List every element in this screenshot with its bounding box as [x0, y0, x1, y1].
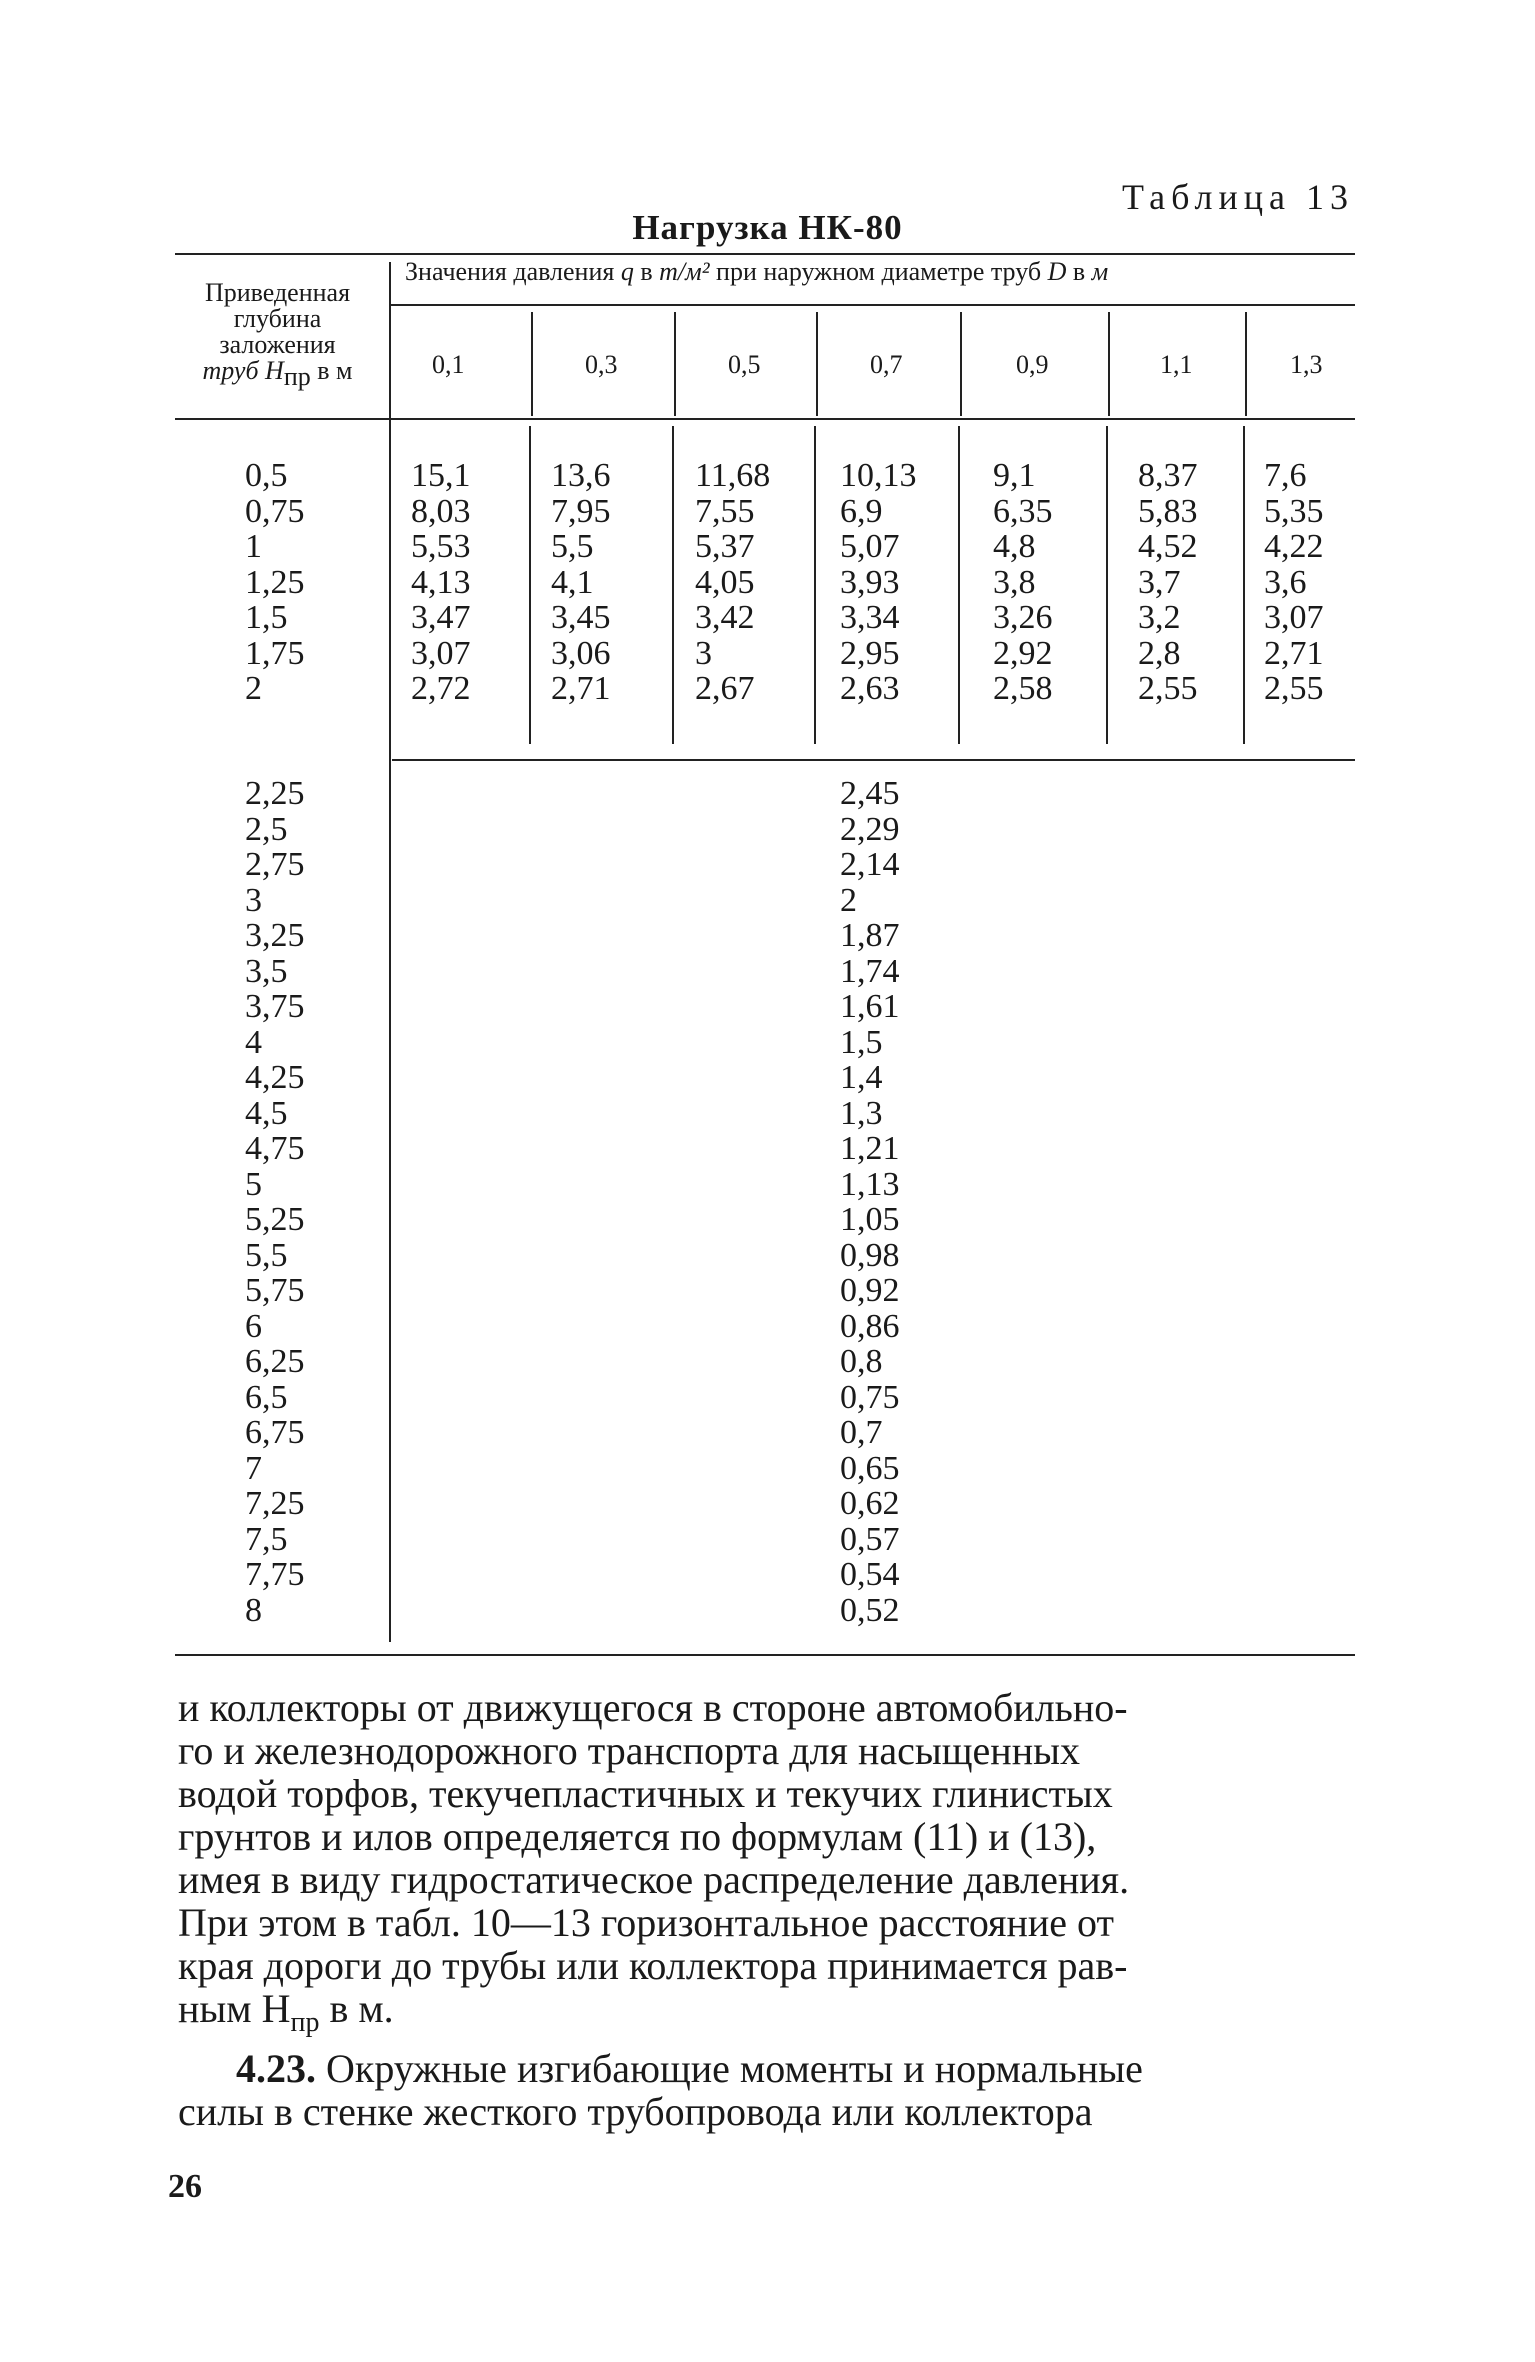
depth-cell: 4,5	[245, 1094, 288, 1132]
depth-cell: 6,5	[245, 1378, 288, 1416]
depth-cell: 1,75	[245, 634, 305, 672]
value-cell: 3	[695, 634, 712, 672]
value-cell: 8,03	[411, 492, 471, 530]
depth-column-header	[175, 280, 380, 390]
depth-cell: 5,5	[245, 1236, 288, 1274]
depth-cell: 3,25	[245, 917, 305, 954]
depth-cell: 1,25	[245, 563, 305, 601]
value-cell: 13,6	[551, 457, 611, 494]
value-cell: 0,86	[840, 1307, 900, 1345]
value-cell: 5,37	[695, 528, 755, 565]
pressure-header-part: в	[633, 257, 660, 286]
depth-cell: 5,75	[245, 1272, 305, 1309]
paragraph-line	[178, 2047, 1348, 2090]
depth-cell: 6,25	[245, 1343, 305, 1380]
paragraph-last-end: в м.	[319, 1986, 394, 2031]
value-cell: 5,07	[840, 528, 900, 565]
col-rule-6	[1245, 312, 1247, 416]
pressure-header-q: q	[620, 257, 634, 286]
value-cell: 3,42	[695, 599, 755, 636]
value-cell: 2,72	[411, 670, 471, 707]
data-col-rule-6	[1243, 426, 1245, 744]
value-cell: 2,8	[1138, 634, 1181, 672]
depth-cell: 8	[245, 1591, 262, 1629]
depth-header-line-2: глубина	[233, 304, 322, 333]
body-paragraph	[178, 1686, 1348, 2044]
value-cell: 2,71	[1264, 634, 1324, 672]
value-cell: 6,9	[840, 492, 883, 530]
value-cell: 3,34	[840, 599, 900, 636]
value-cell: 2,63	[840, 670, 900, 707]
paragraph-line: силы в стенке жесткого трубопровода или коллектора	[178, 2089, 1093, 2134]
pressure-header	[405, 257, 1355, 287]
value-cell: 9,1	[993, 457, 1036, 494]
value-cell: 4,13	[411, 563, 471, 601]
value-cell: 0,57	[840, 1520, 900, 1558]
values-d-0-9	[993, 458, 1053, 707]
value-cell: 11,68	[695, 457, 771, 494]
pressure-header-unit: т/м²	[659, 257, 710, 286]
value-cell: 1,87	[840, 917, 900, 954]
depth-cell: 2,5	[245, 810, 288, 848]
depth-cell: 7,25	[245, 1485, 305, 1522]
depth-cell: 4	[245, 1023, 262, 1061]
header-bottom-rule	[175, 418, 1355, 420]
depth-cell: 3,75	[245, 988, 305, 1025]
value-cell: 4,1	[551, 563, 594, 601]
paragraph-last-part: ным H	[178, 1986, 291, 2031]
value-cell: 0,54	[840, 1556, 900, 1593]
value-cell: 5,83	[1138, 492, 1198, 530]
depth-header-line-4	[175, 358, 380, 390]
depth-cell: 3,5	[245, 952, 288, 990]
value-cell: 2,67	[695, 670, 755, 707]
pressure-header-d: D	[1047, 257, 1067, 286]
depth-cell: 3	[245, 881, 262, 919]
depth-header-unit: в м	[317, 356, 353, 385]
value-cell: 5,5	[551, 528, 594, 565]
pressure-header-part: Значения давления	[405, 257, 621, 286]
value-cell: 5,53	[411, 528, 471, 565]
diameter-0-7: 0,7	[870, 350, 903, 379]
value-cell: 10,13	[840, 457, 917, 494]
value-cell: 3,7	[1138, 563, 1181, 601]
value-cell: 0,75	[840, 1378, 900, 1416]
value-cell: 4,05	[695, 563, 755, 601]
values-d-0-3	[551, 458, 611, 707]
value-cell: 3,07	[1264, 599, 1324, 636]
depth-cell: 7	[245, 1449, 262, 1487]
section-paragraph	[178, 2047, 1348, 2133]
value-cell: 2,29	[840, 810, 900, 848]
depth-cell: 2,75	[245, 846, 305, 883]
depth-cell: 0,75	[245, 492, 305, 530]
value-cell: 0,8	[840, 1343, 883, 1380]
paragraph-line: края дороги до трубы или коллектора принимается рав-	[178, 1943, 1128, 1988]
depth-header-line-1: Приведенная	[204, 278, 351, 307]
page-number: 26	[168, 2168, 202, 2205]
value-cell: 2	[840, 881, 857, 919]
value-cell: 4,22	[1264, 528, 1324, 565]
depth-cell: 7,75	[245, 1556, 305, 1593]
table-caption: Таблица 13	[1122, 177, 1354, 217]
col-rule-2	[674, 312, 676, 416]
value-cell: 3,07	[411, 634, 471, 672]
data-col-rule-3	[814, 426, 816, 744]
depth-cell: 6	[245, 1307, 262, 1345]
value-cell: 3,2	[1138, 599, 1181, 636]
pressure-header-m: м	[1091, 257, 1109, 286]
depth-header-subscript: пр	[283, 362, 311, 392]
value-cell: 0,7	[840, 1414, 883, 1451]
values-d-0-1	[411, 458, 471, 707]
value-cell: 5,35	[1264, 492, 1324, 530]
paragraph-line: грунтов и илов определяется по формулам (11) и (13),	[178, 1814, 1097, 1859]
lower-depth-column	[245, 776, 305, 1628]
upper-block-bottom-rule	[392, 759, 1355, 761]
diameter-0-5: 0,5	[728, 350, 761, 379]
col-rule-5	[1108, 312, 1110, 416]
paragraph-line: имея в виду гидростатическое распределение давления.	[178, 1857, 1130, 1902]
pressure-header-part: в	[1066, 257, 1092, 286]
value-cell: 2,58	[993, 670, 1053, 707]
pressure-header-part: при наружном диаметре труб	[709, 257, 1048, 286]
depth-cell: 6,75	[245, 1414, 305, 1451]
upper-depth-column	[245, 458, 305, 707]
value-cell: 1,74	[840, 952, 900, 990]
paragraph-subscript: пр	[290, 2007, 320, 2038]
value-cell: 2,55	[1264, 670, 1324, 707]
depth-cell: 1,5	[245, 599, 288, 636]
depth-cell: 0,5	[245, 457, 288, 494]
values-d-0-7	[840, 458, 917, 707]
value-cell: 3,8	[993, 563, 1036, 601]
value-cell: 0,52	[840, 1591, 900, 1629]
paragraph-line: водой торфов, текучепластичных и текучих глинистых	[178, 1771, 1113, 1816]
value-cell: 1,3	[840, 1094, 883, 1132]
value-cell: 1,4	[840, 1059, 883, 1096]
value-cell: 6,35	[993, 492, 1053, 530]
col-rule-1	[531, 312, 533, 416]
depth-cell: 1	[245, 528, 262, 565]
value-cell: 1,61	[840, 988, 900, 1025]
depth-cell: 4,75	[245, 1130, 305, 1167]
diameter-0-3: 0,3	[585, 350, 618, 379]
diameter-0-1: 0,1	[432, 350, 465, 379]
value-cell: 0,92	[840, 1272, 900, 1309]
col-rule-4	[960, 312, 962, 416]
depth-header-symbol: труб H	[202, 356, 284, 385]
value-cell: 3,93	[840, 563, 900, 601]
value-cell: 4,52	[1138, 528, 1198, 565]
value-cell: 2,14	[840, 846, 900, 883]
diameter-1-3: 1,3	[1290, 350, 1323, 379]
value-cell: 15,1	[411, 457, 471, 494]
value-cell: 4,8	[993, 528, 1036, 565]
table-top-rule	[175, 253, 1355, 255]
lower-value-column	[840, 776, 900, 1628]
paragraph-line	[178, 1987, 1348, 2044]
depth-cell: 2	[245, 670, 262, 707]
value-cell: 0,62	[840, 1485, 900, 1522]
header-sub-rule	[390, 304, 1355, 306]
values-d-1-3	[1264, 458, 1324, 707]
values-d-0-5	[695, 458, 770, 707]
value-cell: 1,21	[840, 1130, 900, 1167]
paragraph-line: и коллекторы от движущегося в стороне автомобильно-	[178, 1685, 1128, 1730]
depth-header-line-3: заложения	[219, 330, 336, 359]
value-cell: 3,06	[551, 634, 611, 672]
value-cell: 2,95	[840, 634, 900, 672]
value-cell: 7,55	[695, 492, 755, 530]
col-rule-3	[816, 312, 818, 416]
value-cell: 3,26	[993, 599, 1053, 636]
value-cell: 1,5	[840, 1023, 883, 1061]
section-text: Окружные изгибающие моменты и нормальные	[316, 2046, 1143, 2091]
values-d-1-1	[1138, 458, 1198, 707]
table-bottom-rule	[175, 1654, 1355, 1656]
value-cell: 0,98	[840, 1236, 900, 1274]
value-cell: 7,6	[1264, 457, 1307, 494]
value-cell: 1,13	[840, 1165, 900, 1203]
depth-column-rule	[389, 262, 391, 1642]
value-cell: 8,37	[1138, 457, 1198, 494]
diameter-1-1: 1,1	[1160, 350, 1193, 379]
value-cell: 2,71	[551, 670, 611, 707]
value-cell: 2,45	[840, 775, 900, 812]
value-cell: 3,47	[411, 599, 471, 636]
diameter-0-9: 0,9	[1016, 350, 1049, 379]
value-cell: 2,92	[993, 634, 1053, 672]
value-cell: 3,45	[551, 599, 611, 636]
depth-cell: 2,25	[245, 775, 305, 812]
depth-cell: 4,25	[245, 1059, 305, 1096]
data-col-rule-4	[958, 426, 960, 744]
data-col-rule-5	[1106, 426, 1108, 744]
depth-cell: 5,25	[245, 1201, 305, 1238]
value-cell: 1,05	[840, 1201, 900, 1238]
value-cell: 2,55	[1138, 670, 1198, 707]
value-cell: 3,6	[1264, 563, 1307, 601]
paragraph-line: При этом в табл. 10—13 горизонтальное расстояние от	[178, 1900, 1114, 1945]
value-cell: 0,65	[840, 1449, 900, 1487]
table-title: Нагрузка НК-80	[632, 208, 903, 247]
depth-cell: 7,5	[245, 1520, 288, 1558]
value-cell: 7,95	[551, 492, 611, 530]
section-number: 4.23.	[236, 2046, 316, 2091]
paragraph-line: го и железнодорожного транспорта для насыщенных	[178, 1728, 1080, 1773]
data-col-rule-2	[672, 426, 674, 744]
data-col-rule-1	[529, 426, 531, 744]
depth-cell: 5	[245, 1165, 262, 1203]
